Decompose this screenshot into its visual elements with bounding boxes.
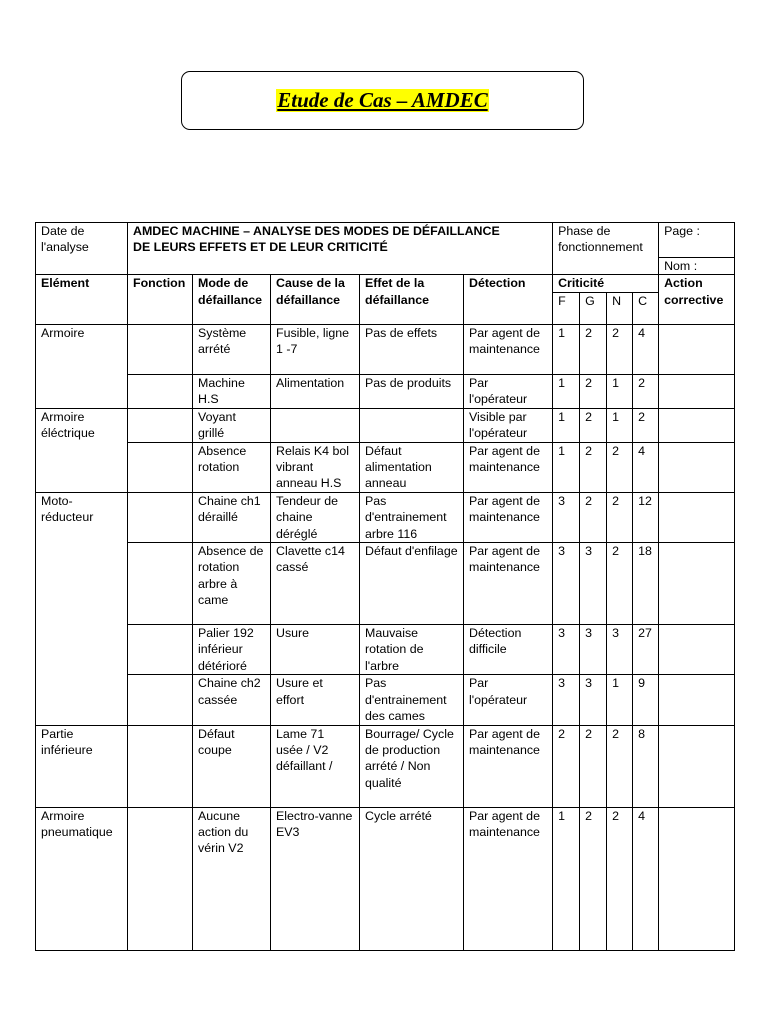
- document-title: Etude de Cas – AMDEC: [277, 88, 488, 112]
- detection-cell: Par agent de maintenance: [464, 543, 553, 625]
- detection-cell: Visible par l'opérateur: [464, 408, 553, 442]
- g-cell: 2: [580, 725, 607, 807]
- action-cell: [659, 725, 735, 807]
- fonction-cell: [128, 492, 193, 542]
- mode-cell: Absence rotation: [193, 442, 271, 492]
- table-row: [36, 675, 735, 725]
- table-row: [36, 625, 735, 675]
- f-cell: 1: [553, 324, 580, 374]
- column-header-row: [36, 275, 735, 292]
- c-cell: 2: [633, 408, 659, 442]
- n-cell: 2: [607, 324, 633, 374]
- action-cell: [659, 625, 735, 675]
- nom-label: Nom :: [659, 258, 735, 275]
- element-cell: Armoire pneumatique: [36, 807, 128, 950]
- col-element: Elément: [36, 275, 128, 324]
- f-cell: 3: [553, 675, 580, 725]
- effet-cell: [360, 408, 464, 442]
- g-cell: 2: [580, 324, 607, 374]
- effet-cell: Pas de produits: [360, 374, 464, 408]
- fonction-cell: [128, 442, 193, 492]
- c-cell: 27: [633, 625, 659, 675]
- f-cell: 3: [553, 625, 580, 675]
- cause-cell: Alimentation: [271, 374, 360, 408]
- detection-cell: Par agent de maintenance: [464, 324, 553, 374]
- c-cell: 4: [633, 442, 659, 492]
- col-c: C: [633, 292, 659, 324]
- cause-cell: Lame 71 usée / V2 défaillant /: [271, 725, 360, 807]
- detection-cell: Par l'opérateur: [464, 675, 553, 725]
- detection-cell: Par agent de maintenance: [464, 807, 553, 950]
- g-cell: 3: [580, 675, 607, 725]
- mode-cell: Système arrété: [193, 324, 271, 374]
- amdec-table: [35, 222, 735, 951]
- n-cell: 2: [607, 807, 633, 950]
- c-cell: 9: [633, 675, 659, 725]
- mode-cell: Voyant grillé: [193, 408, 271, 442]
- fonction-cell: [128, 725, 193, 807]
- mode-cell: Chaine ch2 cassée: [193, 675, 271, 725]
- col-cause: Cause de la défaillance: [271, 275, 360, 324]
- effet-cell: Défaut alimentation anneau: [360, 442, 464, 492]
- action-cell: [659, 675, 735, 725]
- f-cell: 1: [553, 374, 580, 408]
- effet-cell: Mauvaise rotation de l'arbre: [360, 625, 464, 675]
- detection-cell: Par agent de maintenance: [464, 725, 553, 807]
- f-cell: 1: [553, 408, 580, 442]
- fonction-cell: [128, 675, 193, 725]
- n-cell: 1: [607, 675, 633, 725]
- element-cell: Moto-réducteur: [36, 492, 128, 725]
- col-criticite: Criticité: [553, 275, 659, 292]
- fonction-cell: [128, 408, 193, 442]
- g-cell: 2: [580, 408, 607, 442]
- table-row: [36, 807, 735, 950]
- table-row: [36, 442, 735, 492]
- n-cell: 2: [607, 543, 633, 625]
- effet-cell: Défaut d'enfilage: [360, 543, 464, 625]
- g-cell: 2: [580, 442, 607, 492]
- fonction-cell: [128, 374, 193, 408]
- table-row: [36, 725, 735, 807]
- fonction-cell: [128, 543, 193, 625]
- detection-cell: Par agent de maintenance: [464, 442, 553, 492]
- n-cell: 1: [607, 374, 633, 408]
- g-cell: 3: [580, 625, 607, 675]
- cause-cell: Fusible, ligne 1 -7: [271, 324, 360, 374]
- table-row: [36, 324, 735, 374]
- mode-cell: Chaine ch1 déraillé: [193, 492, 271, 542]
- phase-label: Phase de fonctionnement: [553, 223, 659, 275]
- n-cell: 1: [607, 408, 633, 442]
- cause-cell: Usure: [271, 625, 360, 675]
- fonction-cell: [128, 324, 193, 374]
- detection-cell: Par agent de maintenance: [464, 492, 553, 542]
- c-cell: 2: [633, 374, 659, 408]
- action-cell: [659, 442, 735, 492]
- col-fonction: Fonction: [128, 275, 193, 324]
- f-cell: 1: [553, 442, 580, 492]
- element-cell: Partie inférieure: [36, 725, 128, 807]
- g-cell: 2: [580, 807, 607, 950]
- fonction-cell: [128, 807, 193, 950]
- n-cell: 3: [607, 625, 633, 675]
- action-cell: [659, 543, 735, 625]
- action-cell: [659, 408, 735, 442]
- fonction-cell: [128, 625, 193, 675]
- effet-cell: Cycle arrété: [360, 807, 464, 950]
- heading-line-2: DE LEURS EFFETS ET DE LEUR CRITICITÉ: [133, 240, 388, 255]
- mode-cell: Machine H.S: [193, 374, 271, 408]
- effet-cell: Bourrage/ Cycle de production arrété / Non qualité: [360, 725, 464, 807]
- cause-cell: [271, 408, 360, 442]
- table-row: [36, 543, 735, 625]
- element-cell: Armoire éléctrique: [36, 408, 128, 492]
- n-cell: 2: [607, 492, 633, 542]
- mode-cell: Défaut coupe: [193, 725, 271, 807]
- cause-cell: Tendeur de chaine déréglé: [271, 492, 360, 542]
- table-heading: [128, 223, 553, 275]
- f-cell: 3: [553, 492, 580, 542]
- table-row: [36, 374, 735, 408]
- col-effet: Effet de la défaillance: [360, 275, 464, 324]
- n-cell: 2: [607, 442, 633, 492]
- g-cell: 2: [580, 492, 607, 542]
- page-label: Page :: [659, 223, 735, 258]
- n-cell: 2: [607, 725, 633, 807]
- header-row: [36, 223, 735, 258]
- col-mode: Mode de défaillance: [193, 275, 271, 324]
- c-cell: 8: [633, 725, 659, 807]
- action-cell: [659, 807, 735, 950]
- action-cell: [659, 374, 735, 408]
- cause-cell: Relais K4 bol vibrant anneau H.S: [271, 442, 360, 492]
- date-label: Date de l'analyse: [36, 223, 128, 275]
- detection-cell: Détection difficile: [464, 625, 553, 675]
- c-cell: 4: [633, 807, 659, 950]
- cause-cell: Usure et effort: [271, 675, 360, 725]
- mode-cell: Absence de rotation arbre à came: [193, 543, 271, 625]
- f-cell: 3: [553, 543, 580, 625]
- g-cell: 2: [580, 374, 607, 408]
- effet-cell: Pas de effets: [360, 324, 464, 374]
- c-cell: 18: [633, 543, 659, 625]
- element-cell: Armoire: [36, 324, 128, 408]
- detection-cell: Par l'opérateur: [464, 374, 553, 408]
- title-box: [181, 71, 584, 130]
- col-action: Action corrective: [659, 275, 735, 324]
- cause-cell: Electro-vanne EV3: [271, 807, 360, 950]
- cause-cell: Clavette c14 cassé: [271, 543, 360, 625]
- c-cell: 12: [633, 492, 659, 542]
- mode-cell: Palier 192 inférieur détérioré: [193, 625, 271, 675]
- table-row: [36, 408, 735, 442]
- col-detection: Détection: [464, 275, 553, 324]
- heading-line-1: AMDEC MACHINE – ANALYSE DES MODES DE DÉFAILLANCE: [133, 224, 500, 238]
- f-cell: 1: [553, 807, 580, 950]
- col-g: G: [580, 292, 607, 324]
- table-row: [36, 492, 735, 542]
- g-cell: 3: [580, 543, 607, 625]
- col-n: N: [607, 292, 633, 324]
- c-cell: 4: [633, 324, 659, 374]
- f-cell: 2: [553, 725, 580, 807]
- mode-cell: Aucune action du vérin V2: [193, 807, 271, 950]
- col-f: F: [553, 292, 580, 324]
- action-cell: [659, 492, 735, 542]
- effet-cell: Pas d'entrainement arbre 116: [360, 492, 464, 542]
- effet-cell: Pas d'entrainement des cames: [360, 675, 464, 725]
- action-cell: [659, 324, 735, 374]
